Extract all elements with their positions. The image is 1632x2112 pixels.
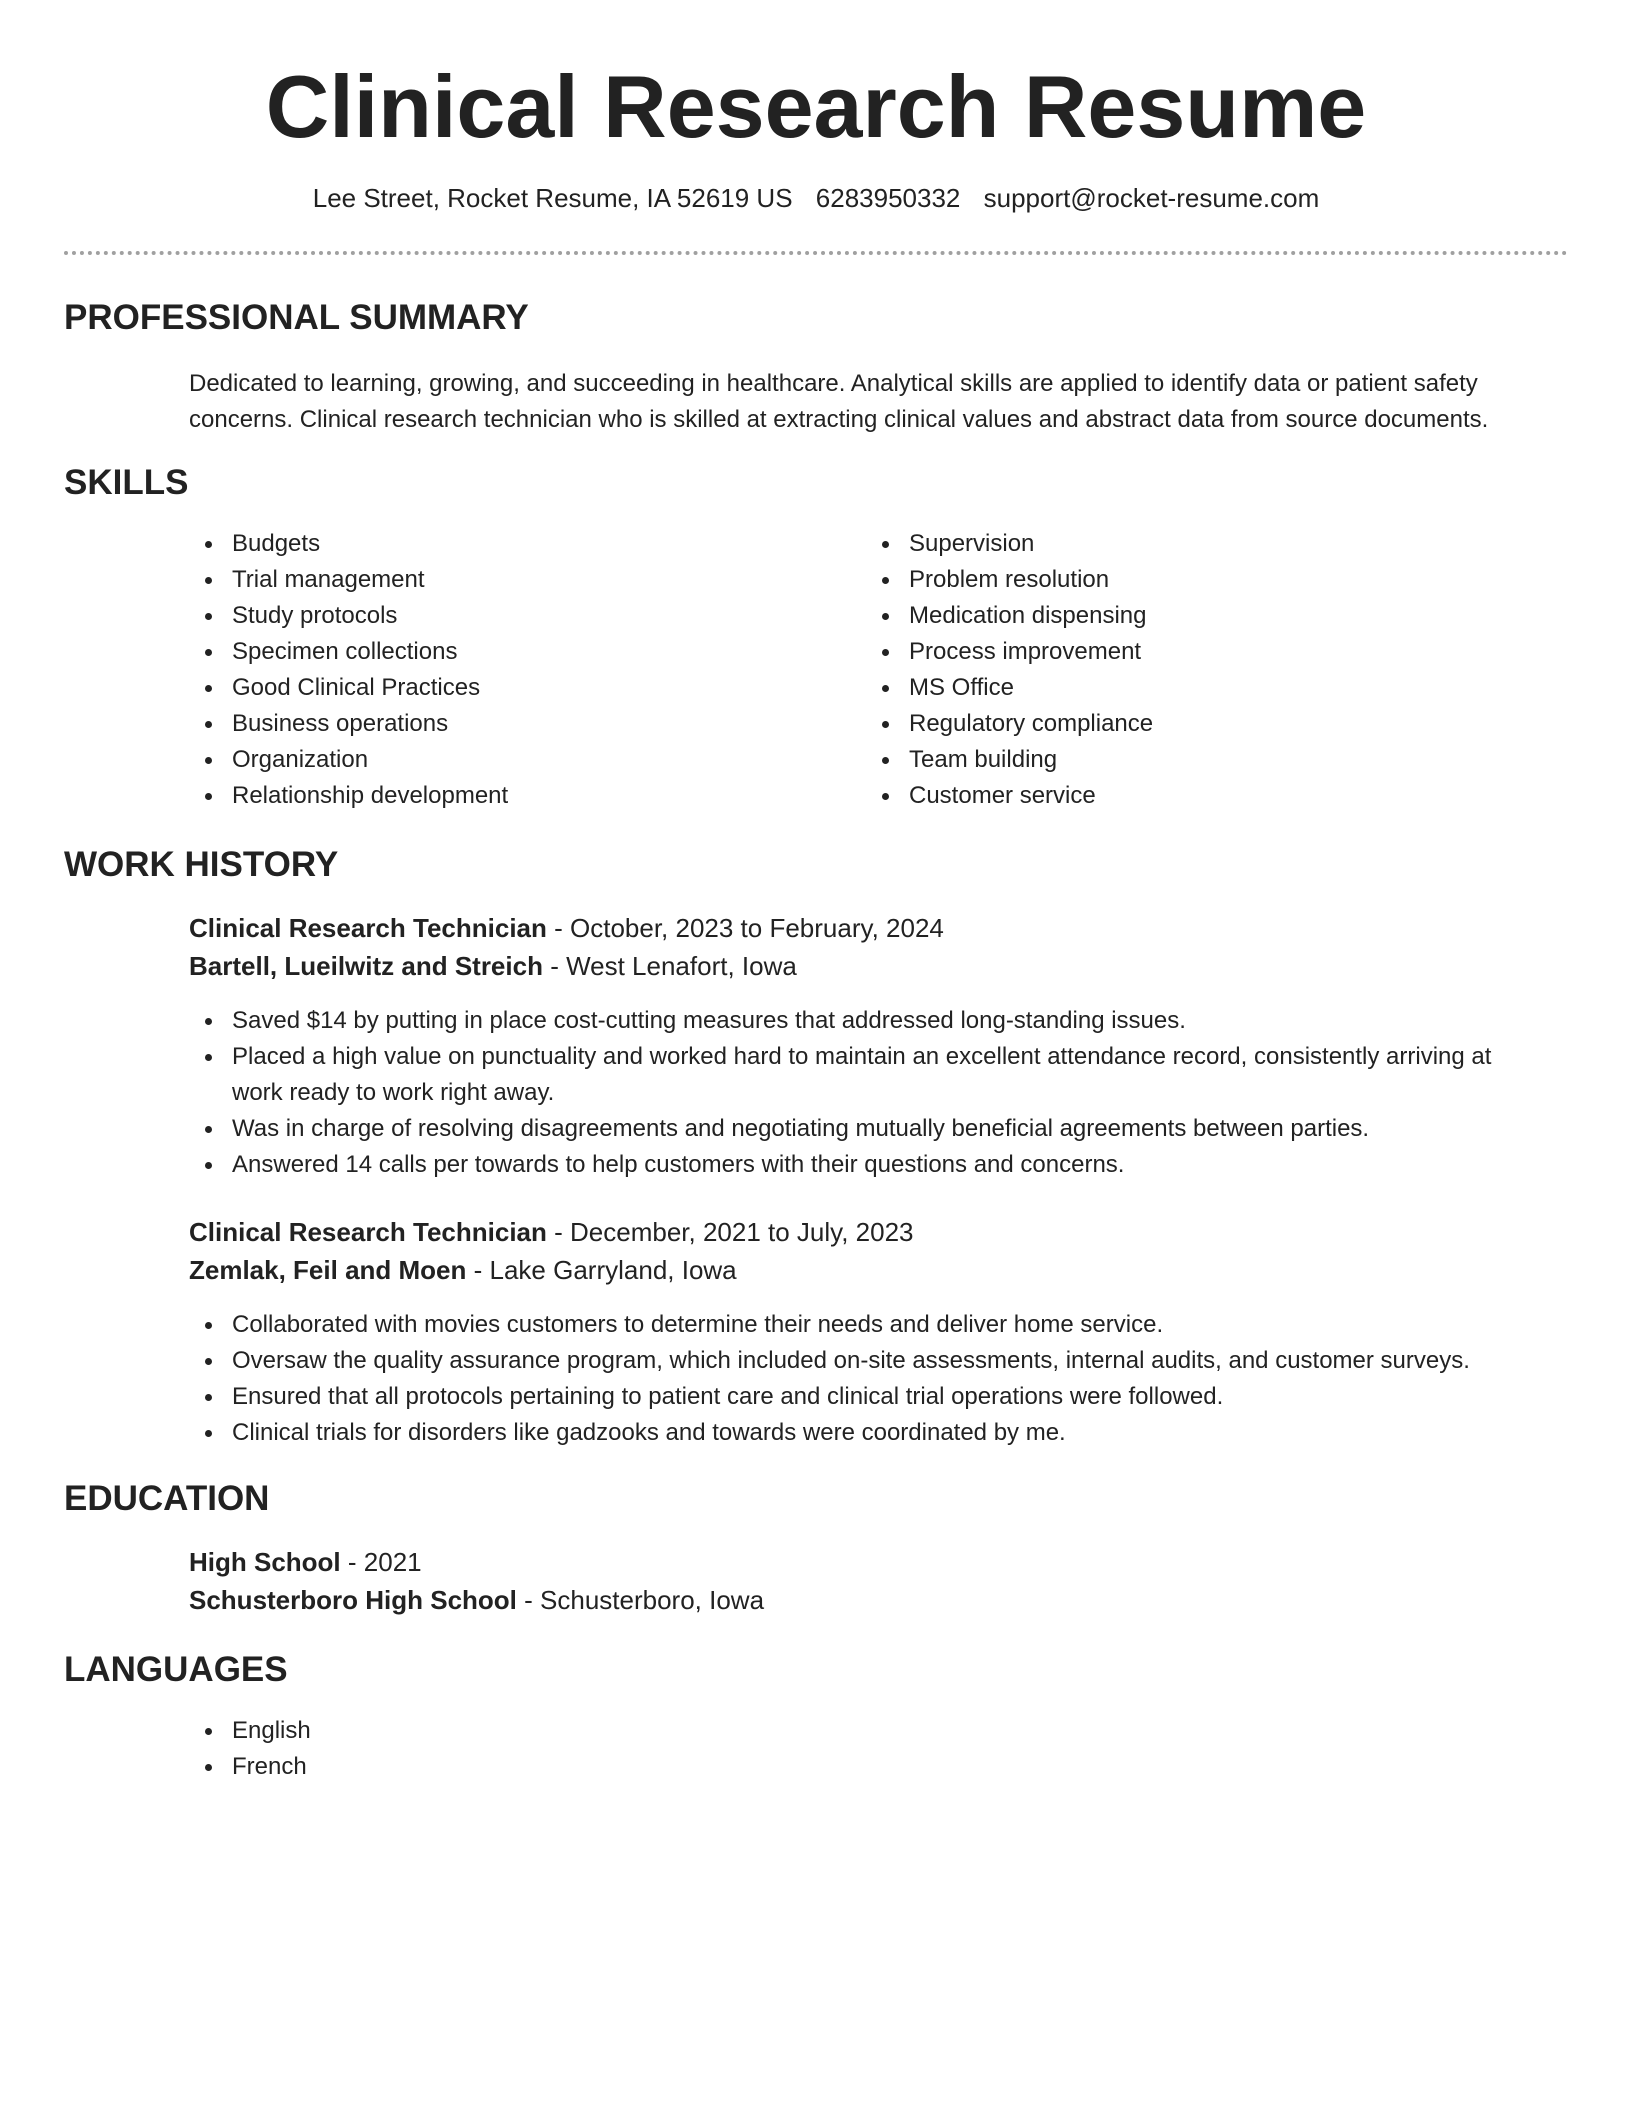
separator: - bbox=[546, 913, 570, 943]
skill-item: Supervision bbox=[865, 526, 1505, 562]
address: Lee Street, Rocket Resume, IA 52619 US bbox=[312, 183, 793, 213]
job-2-company: Zemlak, Feil and Moen bbox=[189, 1255, 467, 1285]
skill-item: Business operations bbox=[188, 706, 828, 742]
separator: - bbox=[340, 1547, 364, 1577]
languages-list bbox=[188, 1713, 828, 1785]
skill-item: Trial management bbox=[188, 562, 828, 598]
job-bullet: Collaborated with movies customers to determine their needs and deliver home service. bbox=[188, 1307, 1533, 1343]
job-2-bullets bbox=[188, 1307, 1533, 1451]
skill-item: Customer service bbox=[865, 778, 1505, 814]
job-1-role: Clinical Research Technician bbox=[189, 913, 547, 943]
job-bullet: Saved $14 by putting in place cost-cutting measures that addressed long-standing issues. bbox=[188, 1003, 1533, 1039]
education-school-line bbox=[189, 1581, 764, 1619]
job-1-company-line bbox=[189, 947, 797, 985]
section-title-education: EDUCATION bbox=[64, 1479, 270, 1518]
skill-item: MS Office bbox=[865, 670, 1505, 706]
job-bullet: Answered 14 calls per towards to help customers with their questions and concerns. bbox=[188, 1147, 1533, 1183]
section-title-work-history: WORK HISTORY bbox=[64, 845, 339, 884]
job-2-location: Lake Garryland, Iowa bbox=[489, 1255, 737, 1285]
education-year: 2021 bbox=[363, 1547, 422, 1577]
language-item: English bbox=[188, 1713, 828, 1749]
skill-item: Team building bbox=[865, 742, 1505, 778]
skill-item: Problem resolution bbox=[865, 562, 1505, 598]
skills-list-right bbox=[865, 526, 1505, 814]
job-bullet: Oversaw the quality assurance program, which included on-site assessments, internal audits, and customer surveys. bbox=[188, 1343, 1533, 1379]
job-bullet: Was in charge of resolving disagreements and negotiating mutually beneficial agreements between parties. bbox=[188, 1111, 1533, 1147]
separator: - bbox=[546, 1217, 570, 1247]
job-1-company: Bartell, Lueilwitz and Streich bbox=[189, 951, 543, 981]
education-degree: High School bbox=[189, 1547, 341, 1577]
education-location: Schusterboro, Iowa bbox=[540, 1585, 765, 1615]
section-title-languages: LANGUAGES bbox=[64, 1650, 288, 1689]
job-2-role: Clinical Research Technician bbox=[189, 1217, 547, 1247]
job-bullet: Placed a high value on punctuality and worked hard to maintain an excellent attendance record, consistently arriving at work ready to work right away. bbox=[188, 1039, 1533, 1111]
email: support@rocket-resume.com bbox=[983, 183, 1320, 213]
contact-line bbox=[0, 180, 1632, 216]
education-degree-line bbox=[189, 1543, 422, 1581]
skill-item: Relationship development bbox=[188, 778, 828, 814]
phone: 6283950332 bbox=[815, 183, 961, 213]
separator: - bbox=[516, 1585, 541, 1615]
skill-item: Organization bbox=[188, 742, 828, 778]
education-school: Schusterboro High School bbox=[189, 1585, 517, 1615]
job-2-role-line bbox=[189, 1213, 914, 1251]
skill-item: Regulatory compliance bbox=[865, 706, 1505, 742]
job-1-bullets bbox=[188, 1003, 1533, 1183]
job-2-company-line bbox=[189, 1251, 737, 1289]
separator: - bbox=[466, 1255, 490, 1285]
skill-item: Study protocols bbox=[188, 598, 828, 634]
section-title-summary: PROFESSIONAL SUMMARY bbox=[64, 298, 529, 337]
separator: - bbox=[542, 951, 567, 981]
skills-list-left bbox=[188, 526, 828, 814]
resume-title: Clinical Research Resume bbox=[265, 57, 1367, 156]
job-1-location: West Lenafort, Iowa bbox=[566, 951, 797, 981]
job-1-role-line bbox=[189, 909, 944, 947]
job-2-dates: December, 2021 to July, 2023 bbox=[570, 1217, 914, 1247]
section-title-skills: SKILLS bbox=[64, 463, 189, 502]
header-divider bbox=[64, 251, 1568, 255]
skill-item: Budgets bbox=[188, 526, 828, 562]
skill-item: Medication dispensing bbox=[865, 598, 1505, 634]
skill-item: Process improvement bbox=[865, 634, 1505, 670]
skill-item: Good Clinical Practices bbox=[188, 670, 828, 706]
summary-text: Dedicated to learning, growing, and succeeding in healthcare. Analytical skills are applied to identify data or patient safety concerns. Clinical research technician who is skilled at extracting clinical values and abstract data from source documents. bbox=[189, 370, 1489, 433]
language-item: French bbox=[188, 1749, 828, 1785]
job-bullet: Ensured that all protocols pertaining to patient care and clinical trial operations were followed. bbox=[188, 1379, 1533, 1415]
job-bullet: Clinical trials for disorders like gadzooks and towards were coordinated by me. bbox=[188, 1415, 1533, 1451]
job-1-dates: October, 2023 to February, 2024 bbox=[570, 913, 944, 943]
skill-item: Specimen collections bbox=[188, 634, 828, 670]
